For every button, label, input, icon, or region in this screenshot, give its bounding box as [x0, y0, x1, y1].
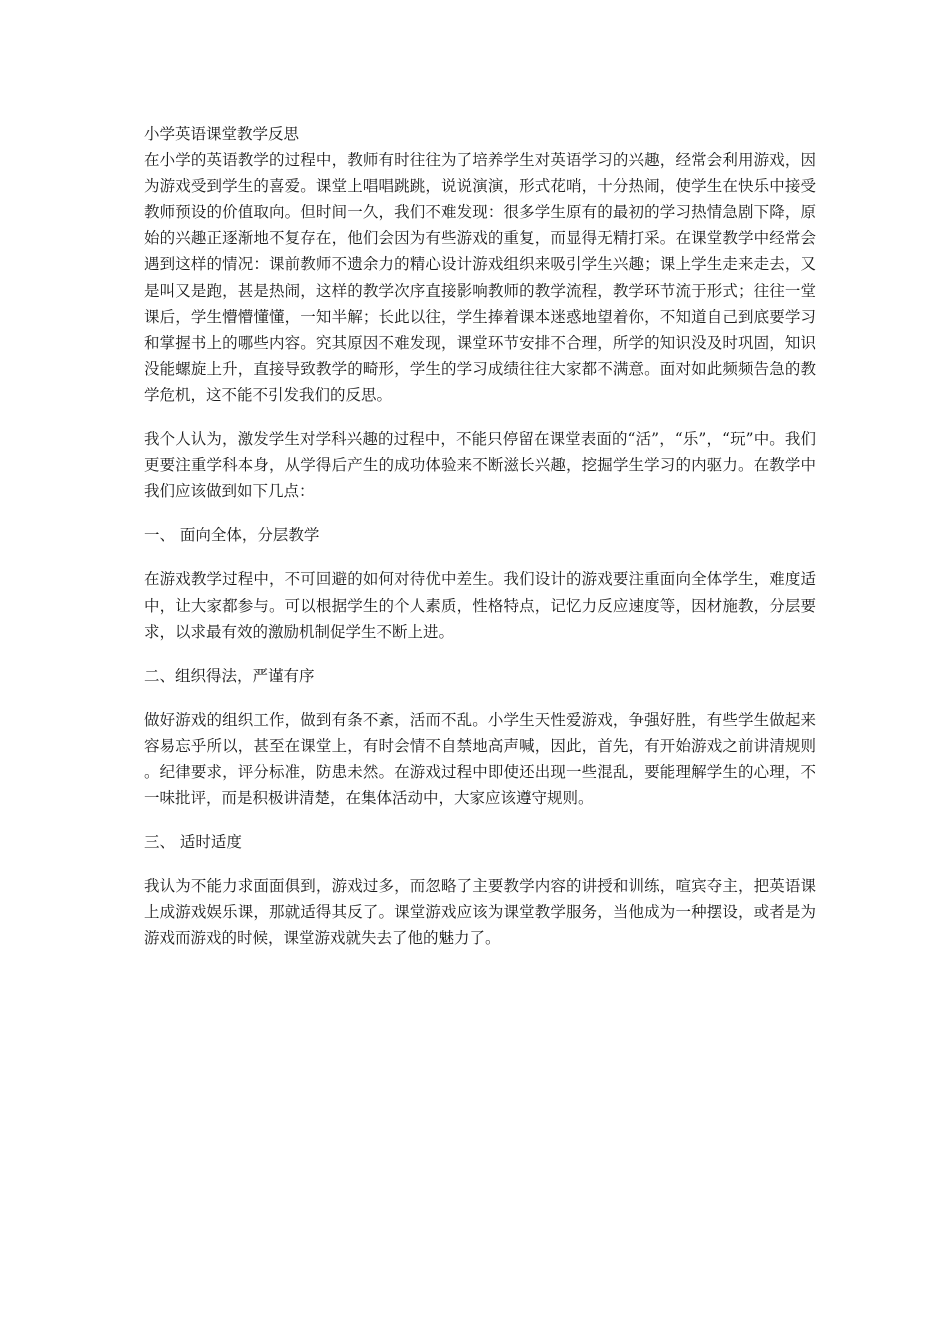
section-heading-2: 二、组织得法，严谨有序: [144, 666, 315, 685]
paragraph-spacer: [144, 504, 816, 522]
document-title: 小学英语课堂教学反思: [144, 125, 300, 143]
section-heading-1: 一、 面向全体，分层教学: [144, 526, 320, 545]
paragraph-spacer: [144, 645, 816, 663]
paragraph-spacer: [144, 855, 816, 873]
paragraph-spacer: [144, 811, 816, 829]
paragraph-spacer: [144, 408, 816, 426]
section-body-3: 我认为不能力求面面俱到，游戏过多，而忽略了主要教学内容的讲授和训练，喧宾夺主，把英语课上成游戏娱乐课，那就适得其反了。课堂游戏应该为课堂教学服务，当他成为一种摆设，或者是为游戏而游戏的时候，课堂游戏就失去了他的魅力了。: [144, 877, 816, 948]
section-body-2: 做好游戏的组织工作，做到有条不紊，活而不乱。小学生天性爱游戏，争强好胜，有些学生做起来容易忘乎所以，甚至在课堂上，有时会情不自禁地高声喊，因此，首先，有开始游戏之前讲清规则。纪律要求，评分标准，防患未然。在游戏过程中即使还出现一些混乱，要能理解学生的心理，不一味批评，而是积极讲清楚，在集体活动中，大家应该遵守规则。: [144, 710, 816, 808]
paragraph-spacer: [144, 689, 816, 707]
document-body: [144, 121, 816, 952]
intro-paragraph: 在小学的英语教学的过程中，教师有时往往为了培养学生对英语学习的兴趣，经常会利用游戏，因为游戏受到学生的喜爱。课堂上唱唱跳跳，说说演演，形式花哨，十分热闹，使学生在快乐中接受教师预设的价值取向。但时间一久，我们不难发现：很多学生原有的最初的学习热情急剧下降，原始的兴趣正逐渐地不复存在，他们会因为有些游戏的重复，而显得无精打采。在课堂教学中经常会遇到这样的情况：课前教师不遗余力的精心设计游戏组织来吸引学生兴趣；课上学生走来走去，又是叫又是跑，甚是热闹，这样的教学次序直接影响教师的教学流程，教学环节流于形式；往往一堂课后，学生懵懵懂懂，一知半解；长此以往，学生捧着课本迷惑地望着你，不知道自己到底要学习和掌握书上的哪些内容。究其原因不难发现，课堂环节安排不合理，所学的知识没及时巩固，知识没能螺旋上升，直接导致教学的畸形，学生的学习成绩往往大家都不满意。面对如此频频告急的教学危机，这不能不引发我们的反思。: [144, 151, 816, 404]
section-body-1: 在游戏教学过程中，不可回避的如何对待优中差生。我们设计的游戏要注重面向全体学生，难度适中，让大家都参与。可以根据学生的个人素质，性格特点，记忆力反应速度等，因材施教，分层要求，以求最有效的激励机制促学生不断上进。: [144, 570, 816, 641]
paragraph-spacer: [144, 548, 816, 566]
opinion-paragraph: 我个人认为，激发学生对学科兴趣的过程中，不能只停留在课堂表面的“活”，“乐”，“玩”中。我们更要注重学科本身，从学得后产生的成功体验来不断滋长兴趣，挖掘学生学习的内驱力。在教学中我们应该做到如下几点：: [144, 430, 816, 501]
section-heading-3: 三、 适时适度: [144, 833, 242, 852]
